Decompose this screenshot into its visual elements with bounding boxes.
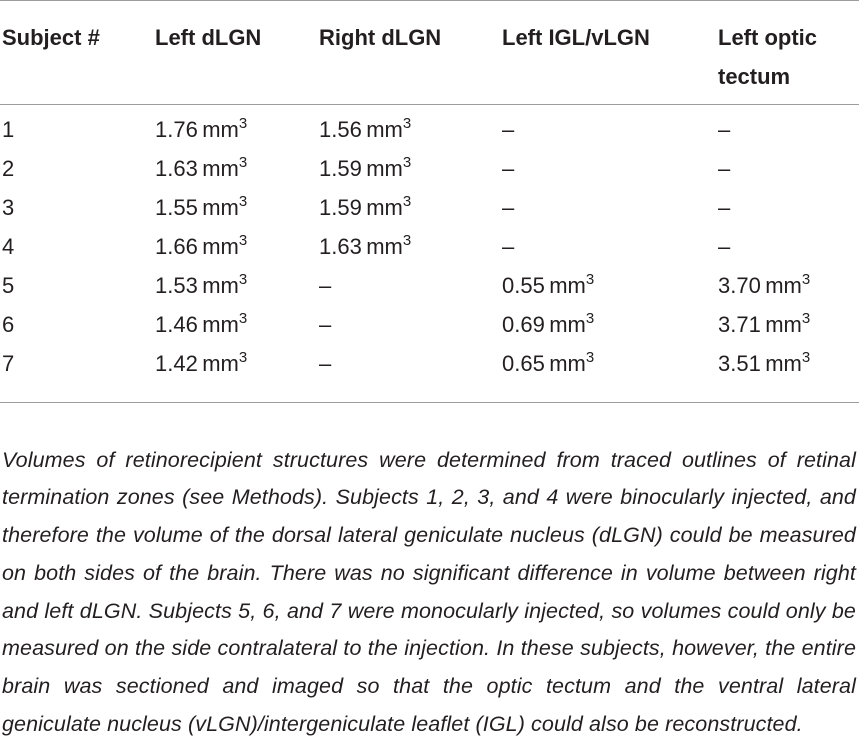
unit-label: mm <box>202 156 239 181</box>
cell-right-dlgn <box>319 149 411 188</box>
unit-label: mm <box>202 117 239 142</box>
cell-value: 0.55 <box>502 273 545 298</box>
cell-value: 4 <box>2 234 15 259</box>
unit-label: mm <box>366 117 403 142</box>
cell-value: – <box>502 156 515 181</box>
unit-exponent: 3 <box>238 310 248 327</box>
cell-left-tectum <box>718 227 730 266</box>
cell-value: 0.69 <box>502 312 545 337</box>
cell-value: – <box>718 234 731 259</box>
unit-exponent: 3 <box>402 193 412 210</box>
unit-label: mm <box>366 156 403 181</box>
cell-value: 1 <box>2 117 15 142</box>
unit-exponent: 3 <box>801 310 811 327</box>
cell-value: 1.55 <box>155 195 198 220</box>
cell-left-tectum <box>718 110 730 149</box>
cell-subject <box>2 266 14 305</box>
unit-label: mm <box>549 351 586 376</box>
header-right-dlgn: Right dLGN <box>319 25 442 50</box>
cell-value: 3.51 <box>718 351 761 376</box>
cell-subject <box>2 227 14 266</box>
unit-exponent: 3 <box>585 349 595 366</box>
cell-value: 1.53 <box>155 273 198 298</box>
cell-left-dlgn <box>155 305 247 344</box>
header-left-igl-vlgn: Left IGL/vLGN <box>502 25 650 50</box>
cell-value: – <box>502 234 515 259</box>
unit-label: mm <box>202 195 239 220</box>
unit-exponent: 3 <box>238 232 248 249</box>
cell-left-igl <box>502 344 594 383</box>
cell-value: 2 <box>2 156 15 181</box>
cell-value: 1.56 <box>319 117 362 142</box>
table-row <box>0 227 859 266</box>
unit-label: mm <box>765 351 802 376</box>
cell-left-tectum <box>718 266 810 305</box>
table-caption: Volumes of retinorecipient structures were determined from traced outlines of retinal termination zones (see Methods). Subjects 1, 2, 3, and 4 were binocularly injected, and therefore the volume of the dorsal lateral geniculate nucleus (dLGN) could be measured on both sides of the brain. There was no significant difference in volume between right and left dLGN. Subjects 5, 6, and 7 were monocularly injected, so volumes could only be measured on the side contralateral to the injection. In these subjects, however, the entire brain was sectioned and imaged so that the optic tectum and the ventral lateral geniculate nucleus (vLGN)/intergeniculate leaflet (IGL) could also be reconstructed. <box>2 447 856 737</box>
unit-exponent: 3 <box>801 349 811 366</box>
table-row <box>0 344 859 383</box>
unit-label: mm <box>549 312 586 337</box>
cell-value: 6 <box>2 312 15 337</box>
cell-value: 7 <box>2 351 15 376</box>
cell-right-dlgn <box>319 110 411 149</box>
cell-value: – <box>502 195 515 220</box>
unit-exponent: 3 <box>402 154 412 171</box>
table-row <box>0 188 859 227</box>
unit-exponent: 3 <box>238 154 248 171</box>
unit-exponent: 3 <box>238 349 248 366</box>
unit-label: mm <box>202 351 239 376</box>
unit-label: mm <box>549 273 586 298</box>
cell-value: 1.46 <box>155 312 198 337</box>
cell-left-igl <box>502 188 514 227</box>
unit-label: mm <box>202 312 239 337</box>
cell-value: – <box>319 312 332 337</box>
unit-exponent: 3 <box>402 115 412 132</box>
cell-value: 1.63 <box>319 234 362 259</box>
header-left-dlgn: Left dLGN <box>155 25 262 50</box>
cell-left-dlgn <box>155 227 247 266</box>
unit-label: mm <box>366 195 403 220</box>
header-rule <box>0 104 859 105</box>
cell-value: – <box>718 117 731 142</box>
table-row <box>0 110 859 149</box>
header-left-optic-tectum <box>718 18 817 96</box>
unit-exponent: 3 <box>238 271 248 288</box>
cell-left-igl <box>502 110 514 149</box>
unit-exponent: 3 <box>238 193 248 210</box>
cell-left-dlgn <box>155 344 247 383</box>
cell-subject <box>2 188 14 227</box>
header-left-optic-line1: Left optic <box>718 25 817 50</box>
cell-subject <box>2 149 14 188</box>
cell-value: – <box>718 195 731 220</box>
cell-left-igl <box>502 227 514 266</box>
cell-value: – <box>319 351 332 376</box>
unit-label: mm <box>202 273 239 298</box>
cell-left-tectum <box>718 344 810 383</box>
cell-value: 1.63 <box>155 156 198 181</box>
cell-value: 1.42 <box>155 351 198 376</box>
table-top-rule <box>0 0 859 1</box>
table-row <box>0 305 859 344</box>
cell-value: – <box>718 156 731 181</box>
cell-left-igl <box>502 149 514 188</box>
cell-left-dlgn <box>155 266 247 305</box>
cell-right-dlgn <box>319 266 331 305</box>
cell-value: – <box>502 117 515 142</box>
unit-exponent: 3 <box>238 115 248 132</box>
cell-right-dlgn <box>319 344 331 383</box>
unit-exponent: 3 <box>801 271 811 288</box>
cell-value: 1.59 <box>319 195 362 220</box>
cell-subject <box>2 305 14 344</box>
cell-left-tectum <box>718 305 810 344</box>
cell-left-tectum <box>718 188 730 227</box>
cell-right-dlgn <box>319 305 331 344</box>
unit-label: mm <box>765 273 802 298</box>
cell-value: 0.65 <box>502 351 545 376</box>
unit-label: mm <box>366 234 403 259</box>
unit-exponent: 3 <box>585 271 595 288</box>
cell-subject <box>2 344 14 383</box>
cell-left-dlgn <box>155 188 247 227</box>
cell-left-tectum <box>718 149 730 188</box>
cell-subject <box>2 110 14 149</box>
header-left-optic-line2: tectum <box>718 64 791 89</box>
cell-value: 3.70 <box>718 273 761 298</box>
cell-value: 5 <box>2 273 15 298</box>
table-bottom-rule <box>0 402 859 403</box>
cell-right-dlgn <box>319 188 411 227</box>
table-row <box>0 149 859 188</box>
cell-value: 1.59 <box>319 156 362 181</box>
cell-left-igl <box>502 305 594 344</box>
cell-left-dlgn <box>155 149 247 188</box>
unit-label: mm <box>765 312 802 337</box>
cell-right-dlgn <box>319 227 411 266</box>
cell-value: 1.66 <box>155 234 198 259</box>
unit-exponent: 3 <box>585 310 595 327</box>
cell-left-dlgn <box>155 110 247 149</box>
unit-exponent: 3 <box>402 232 412 249</box>
table-row <box>0 266 859 305</box>
cell-left-igl <box>502 266 594 305</box>
cell-value: – <box>319 273 332 298</box>
header-subject: Subject # <box>2 25 100 50</box>
unit-label: mm <box>202 234 239 259</box>
cell-value: 3 <box>2 195 15 220</box>
cell-value: 1.76 <box>155 117 198 142</box>
cell-value: 3.71 <box>718 312 761 337</box>
